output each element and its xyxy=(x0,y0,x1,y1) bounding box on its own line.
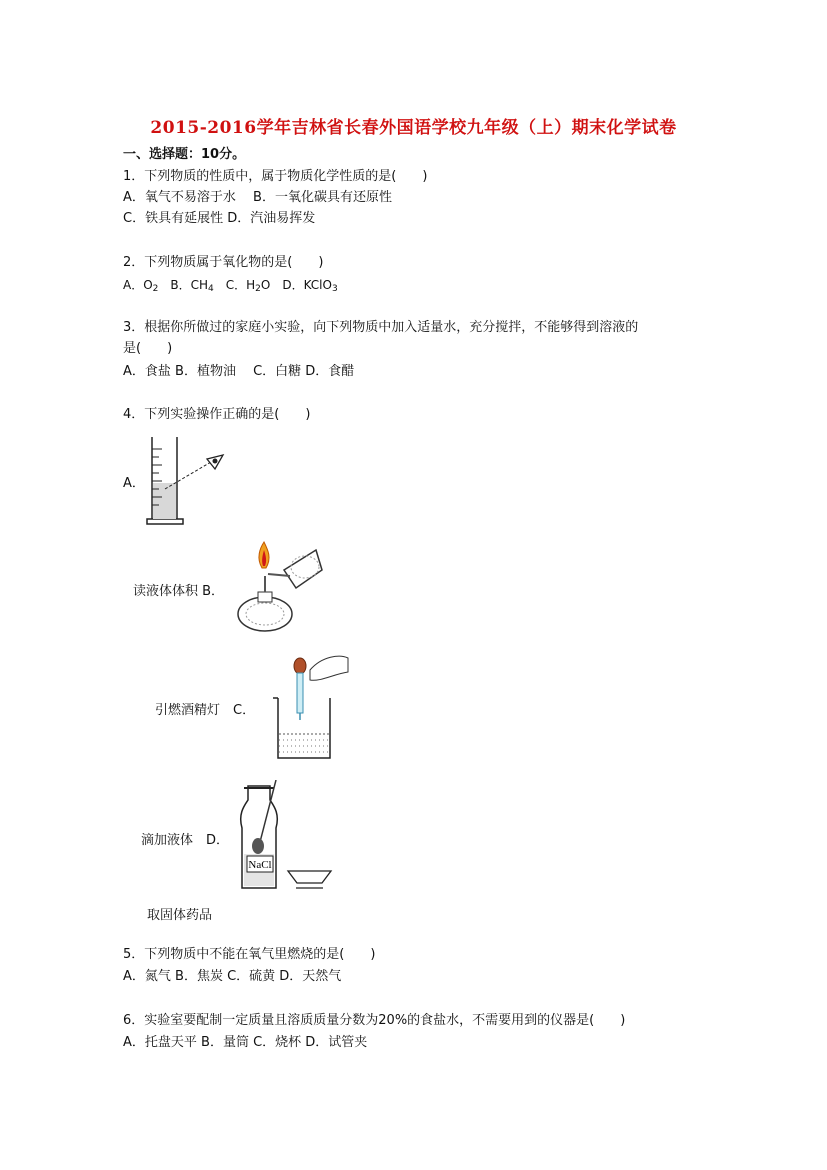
q4-stem: 4．下列实验操作正确的是( ) xyxy=(123,407,311,422)
q3-stem-line2: 是( ) xyxy=(123,341,173,356)
section-heading: 一、选择题：10分。 xyxy=(123,147,246,162)
q1-options-cd: C．铁具有延展性 D．汽油易挥发 xyxy=(123,211,316,226)
q2-options: A．$O_2$ B．$CH_4$ C．$H_2O$ D．KClO$_3$ xyxy=(123,278,338,294)
alcohol-lamp-figure xyxy=(232,540,327,635)
q3-options: A．食盐 B．植物油 C．白糖 D．食醋 xyxy=(123,364,355,379)
exam-title: 2015-2016学年吉林省长春外国语学校九年级（上）期末化学试卷 xyxy=(150,118,677,138)
q4-caption-b-option-c: 引燃酒精灯 C． xyxy=(155,703,256,718)
q1-options-ab: A．氧气不易溶于水 B．一氧化碳具有还原性 xyxy=(123,190,392,205)
q2-stem: 2．下列物质属于氧化物的是( ) xyxy=(123,255,324,270)
dropper-beaker-figure xyxy=(270,652,350,764)
bottle-label-text: NaCl xyxy=(248,859,272,871)
q4-option-a-label: A． xyxy=(123,476,145,491)
q6-options: A．托盘天平 B．量筒 C．烧杯 D．试管夹 xyxy=(123,1035,368,1050)
q4-caption-d: 取固体药品 xyxy=(147,908,213,923)
q1-stem: 1．下列物质的性质中，属于物质化学性质的是( ) xyxy=(123,169,428,184)
graduated-cylinder-figure xyxy=(145,435,230,527)
nacl-bottle-figure xyxy=(230,780,336,892)
q3-stem-line1: 3．根据你所做过的家庭小实验，向下列物质中加入适量水，充分搅拌，不能够得到溶液的 xyxy=(123,320,639,335)
q4-caption-c-option-d: 滴加液体 D． xyxy=(141,833,230,848)
q5-stem: 5．下列物质中不能在氧气里燃烧的是( ) xyxy=(123,947,376,962)
q4-caption-a-option-b: 读液体体积 B． xyxy=(133,584,225,599)
q6-stem: 6．实验室要配制一定质量且溶质质量分数为20%的食盐水，不需要用到的仪器是( ) xyxy=(123,1013,626,1028)
q5-options: A．氮气 B．焦炭 C．硫黄 D．天然气 xyxy=(123,969,342,984)
